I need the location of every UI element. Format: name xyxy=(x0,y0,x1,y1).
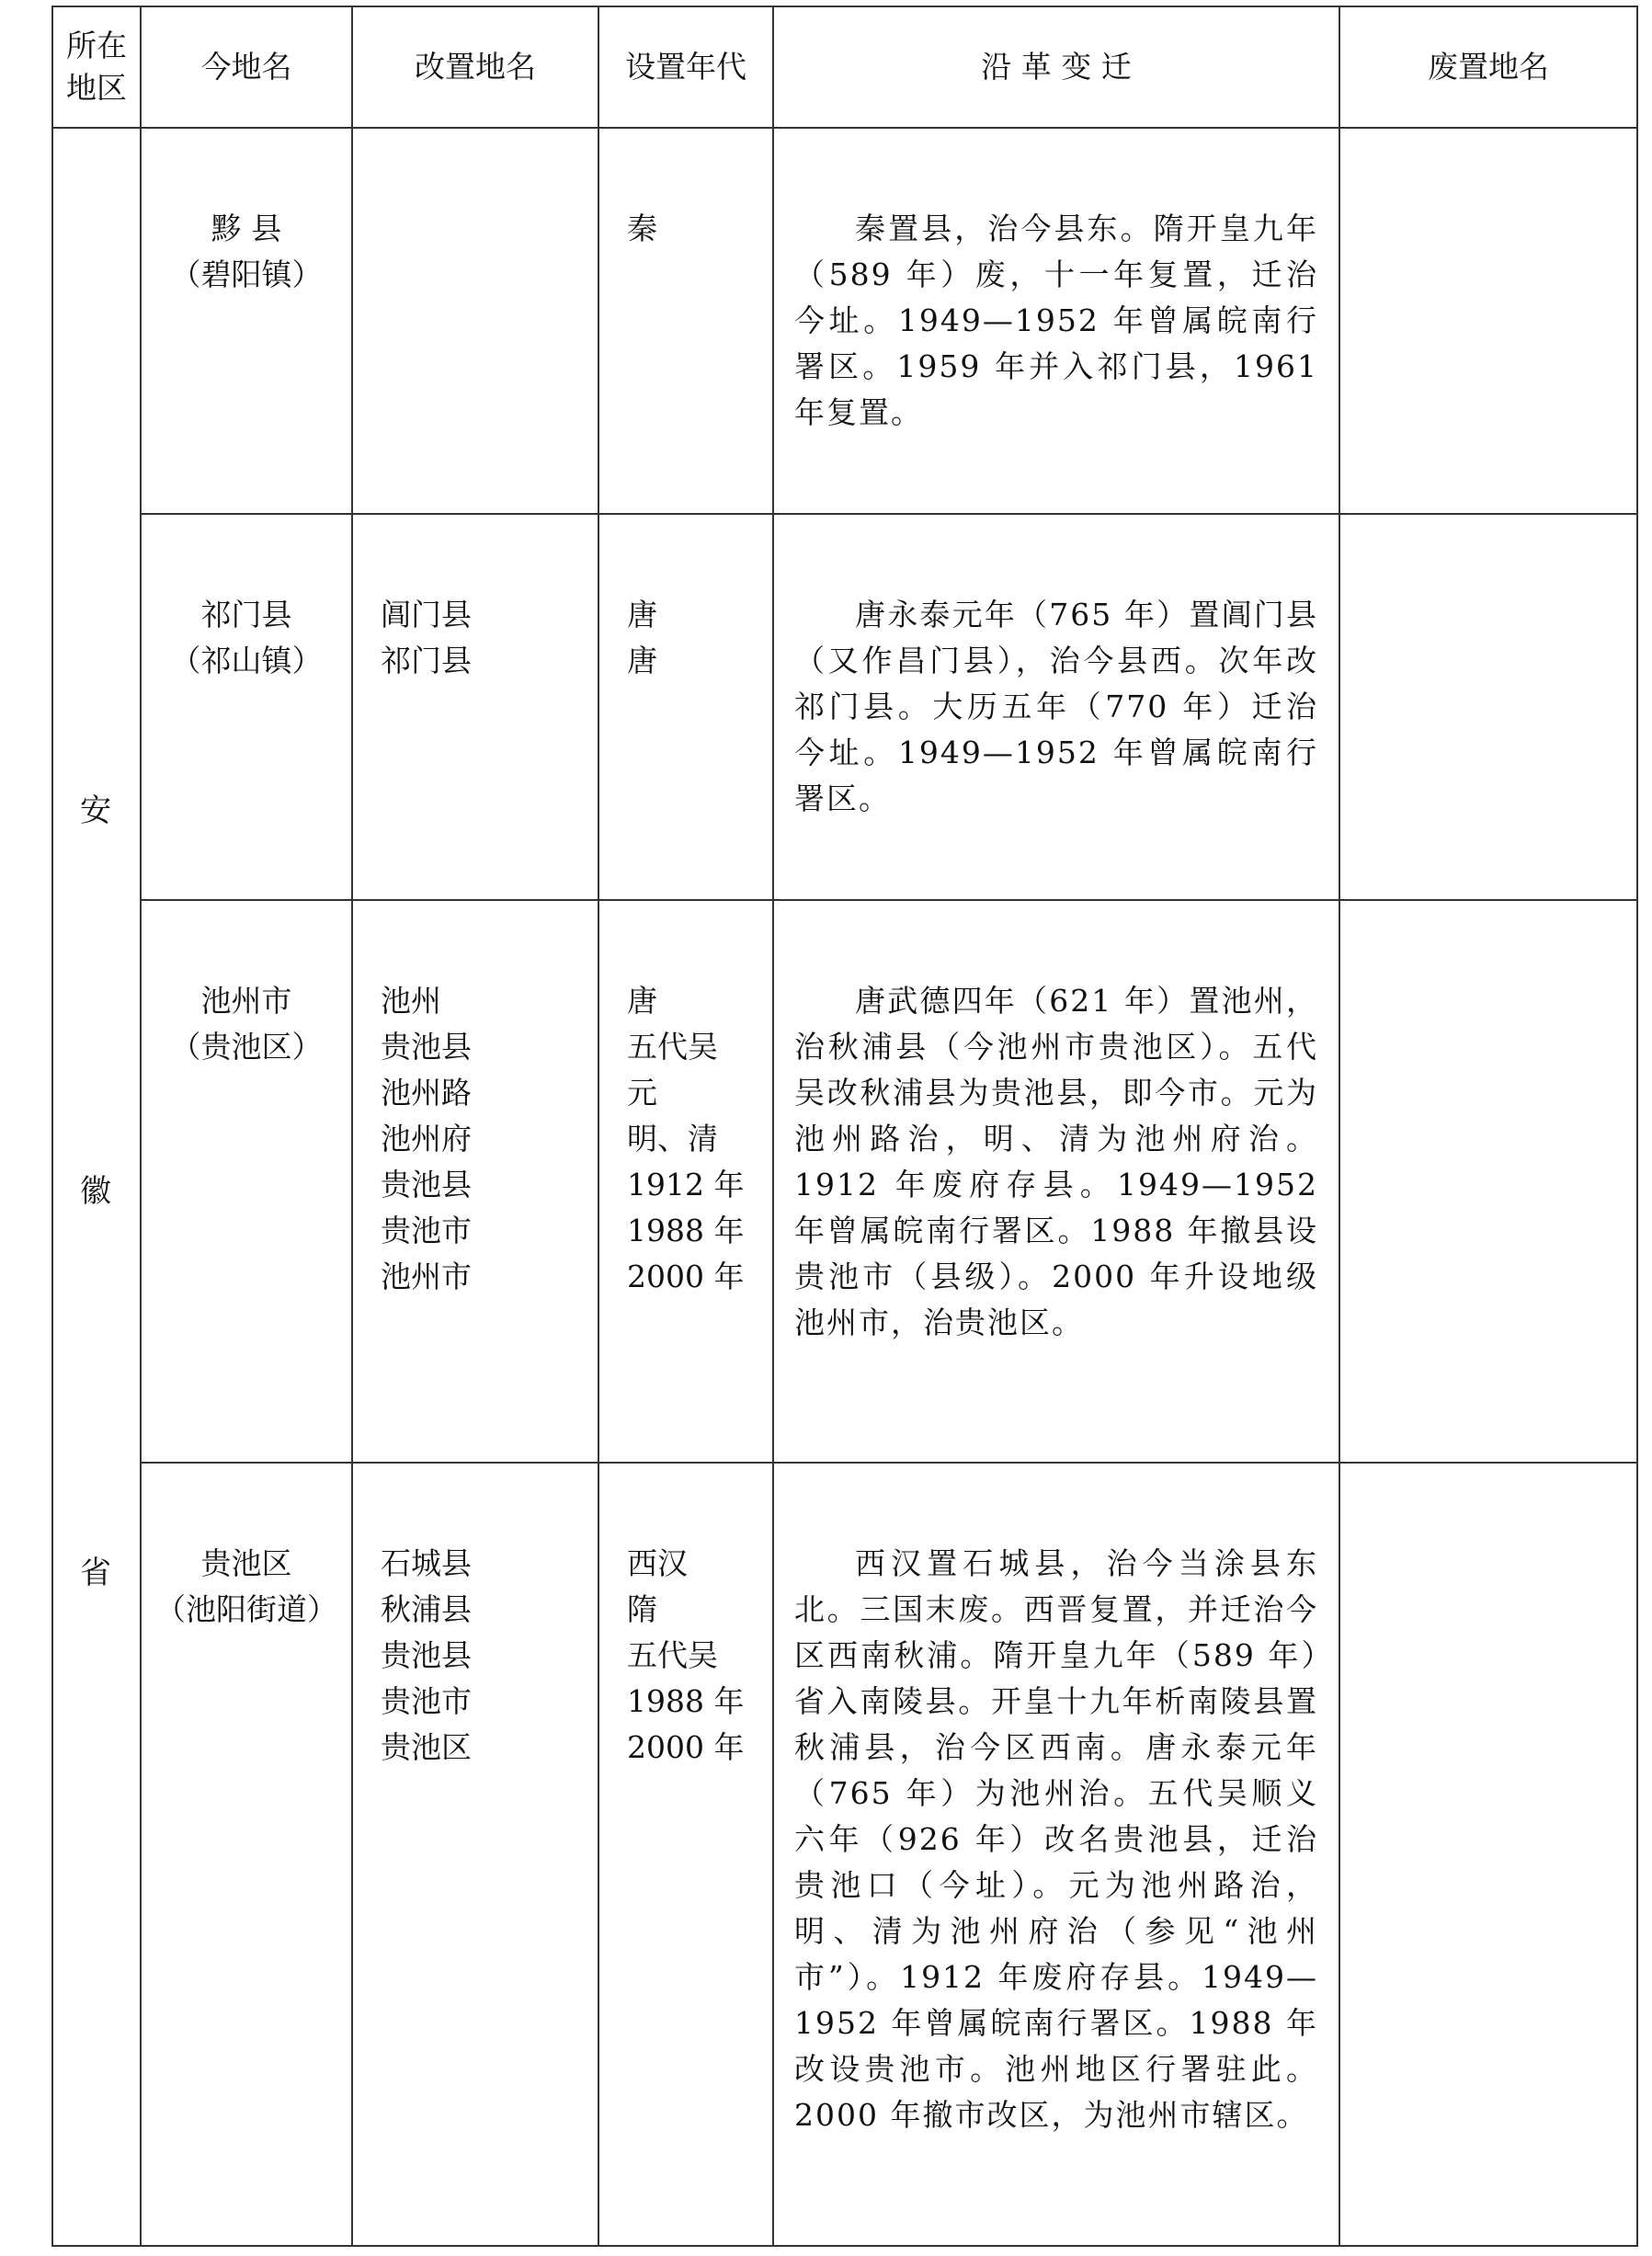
former-names-cell xyxy=(352,1463,598,2246)
region-char: 徽 xyxy=(80,1173,111,1210)
era: 五代吴 xyxy=(627,1637,718,1673)
header-region-line1: 所在 xyxy=(66,28,127,63)
former-names-cell xyxy=(352,900,598,1463)
table-row xyxy=(52,1463,1637,2246)
era: 明、清 xyxy=(627,1121,718,1156)
established-cell xyxy=(598,900,773,1463)
table-row xyxy=(52,128,1637,514)
era: 唐 xyxy=(627,643,657,678)
former-name: 贵池区 xyxy=(381,1729,472,1765)
current-name: 祁门县 xyxy=(200,597,292,632)
history-cell xyxy=(773,1463,1339,2246)
table-row xyxy=(52,514,1637,900)
former-name: 贵池市 xyxy=(381,1213,472,1248)
former-name: 贵池县 xyxy=(381,1029,472,1065)
established-cell xyxy=(598,1463,773,2246)
current-name: 池州市 xyxy=(200,983,292,1019)
former-name: 池州路 xyxy=(381,1075,472,1111)
history-cell xyxy=(773,514,1339,900)
history-text: 唐武德四年（621 年）置池州，治秋浦县（今池州市贵池区）。五代吴改秋浦县为贵池县，即今市。元为池州路治，明、清为池州府治。1912 年废府存县。1949—1952 年曾属皖南行署区。1988 年撤县设贵池市（县级）。2000 年升设地级池州市，治贵池区。 xyxy=(794,983,1318,1340)
abolished-cell xyxy=(1339,900,1637,1463)
header-history: 沿 革 变 迁 xyxy=(773,6,1339,128)
header-former-names: 改置地名 xyxy=(352,6,598,128)
region-char: 省 xyxy=(80,1555,111,1591)
established-cell xyxy=(598,128,773,514)
established-cell xyxy=(598,514,773,900)
gazetteer-table xyxy=(51,6,1638,2247)
header-region xyxy=(52,6,141,128)
former-names-cell xyxy=(352,128,598,514)
header-current-name: 今地名 xyxy=(141,6,352,128)
history-cell xyxy=(773,900,1339,1463)
current-name-cell xyxy=(141,128,352,514)
former-name: 秋浦县 xyxy=(381,1591,472,1627)
current-name: 贵池区 xyxy=(200,1545,292,1581)
history-cell xyxy=(773,128,1339,514)
former-name: 贵池县 xyxy=(381,1637,472,1673)
era: 五代吴 xyxy=(627,1029,718,1065)
era: 2000 年 xyxy=(627,1259,745,1294)
header-abolished: 废置地名 xyxy=(1339,6,1637,128)
former-name: 贵池县 xyxy=(381,1167,472,1202)
current-name-cell xyxy=(141,514,352,900)
era: 1988 年 xyxy=(627,1683,745,1719)
table-row xyxy=(52,900,1637,1463)
current-name: 黟 县 xyxy=(211,211,282,246)
era: 西汉 xyxy=(627,1545,688,1581)
seat-name: （碧阳镇） xyxy=(170,256,323,292)
era: 秦 xyxy=(627,211,657,246)
abolished-cell xyxy=(1339,514,1637,900)
header-region-line2: 地区 xyxy=(66,70,127,106)
era: 唐 xyxy=(627,597,657,632)
current-name-cell xyxy=(141,1463,352,2246)
era: 2000 年 xyxy=(627,1729,745,1765)
seat-name: （祁山镇） xyxy=(170,643,323,678)
seat-name: （贵池区） xyxy=(170,1029,323,1065)
former-name: 池州 xyxy=(381,983,441,1019)
abolished-cell xyxy=(1339,128,1637,514)
era: 隋 xyxy=(627,1591,657,1627)
era: 唐 xyxy=(627,983,657,1019)
former-name: 贵池市 xyxy=(381,1683,472,1719)
former-name: 池州府 xyxy=(381,1121,472,1156)
former-name: 池州市 xyxy=(381,1259,472,1294)
region-char: 安 xyxy=(80,792,111,829)
former-names-cell xyxy=(352,514,598,900)
history-text: 唐永泰元年（765 年）置阊门县（又作昌门县），治今县西。次年改祁门县。大历五年（770 年）迁治今址。1949—1952 年曾属皖南行署区。 xyxy=(794,597,1318,816)
former-name: 阊门县 xyxy=(381,597,472,632)
header-established: 设置年代 xyxy=(598,6,773,128)
current-name-cell xyxy=(141,900,352,1463)
history-text: 秦置县，治今县东。隋开皇九年（589 年）废，十一年复置，迁治今址。1949—1952 年曾属皖南行署区。1959 年并入祁门县，1961 年复置。 xyxy=(794,211,1318,430)
seat-name: （池阳街道） xyxy=(155,1591,337,1627)
era: 元 xyxy=(627,1075,657,1111)
era: 1988 年 xyxy=(627,1213,745,1248)
former-name: 石城县 xyxy=(381,1545,472,1581)
former-name: 祁门县 xyxy=(381,643,472,678)
table-header-row xyxy=(52,6,1637,128)
history-text: 西汉置石城县，治今当涂县东北。三国末废。西晋复置，并迁治今区西南秋浦。隋开皇九年（589 年）省入南陵县。开皇十九年析南陵县置秋浦县，治今区西南。唐永泰元年（765 年）为池州治。五代吴顺义六年（926 年）改名贵池县，迁治贵池口（今址）。元为池州路治，明、清为池州府治（参见“池州市”）。1912 年废府存县。1949—1952 年曾属皖南行署区。1988 年改设贵池市。池州地区行署驻此。2000 年撤市改区，为池州市辖区。 xyxy=(794,1545,1318,2133)
abolished-cell xyxy=(1339,1463,1637,2246)
era: 1912 年 xyxy=(627,1167,745,1202)
